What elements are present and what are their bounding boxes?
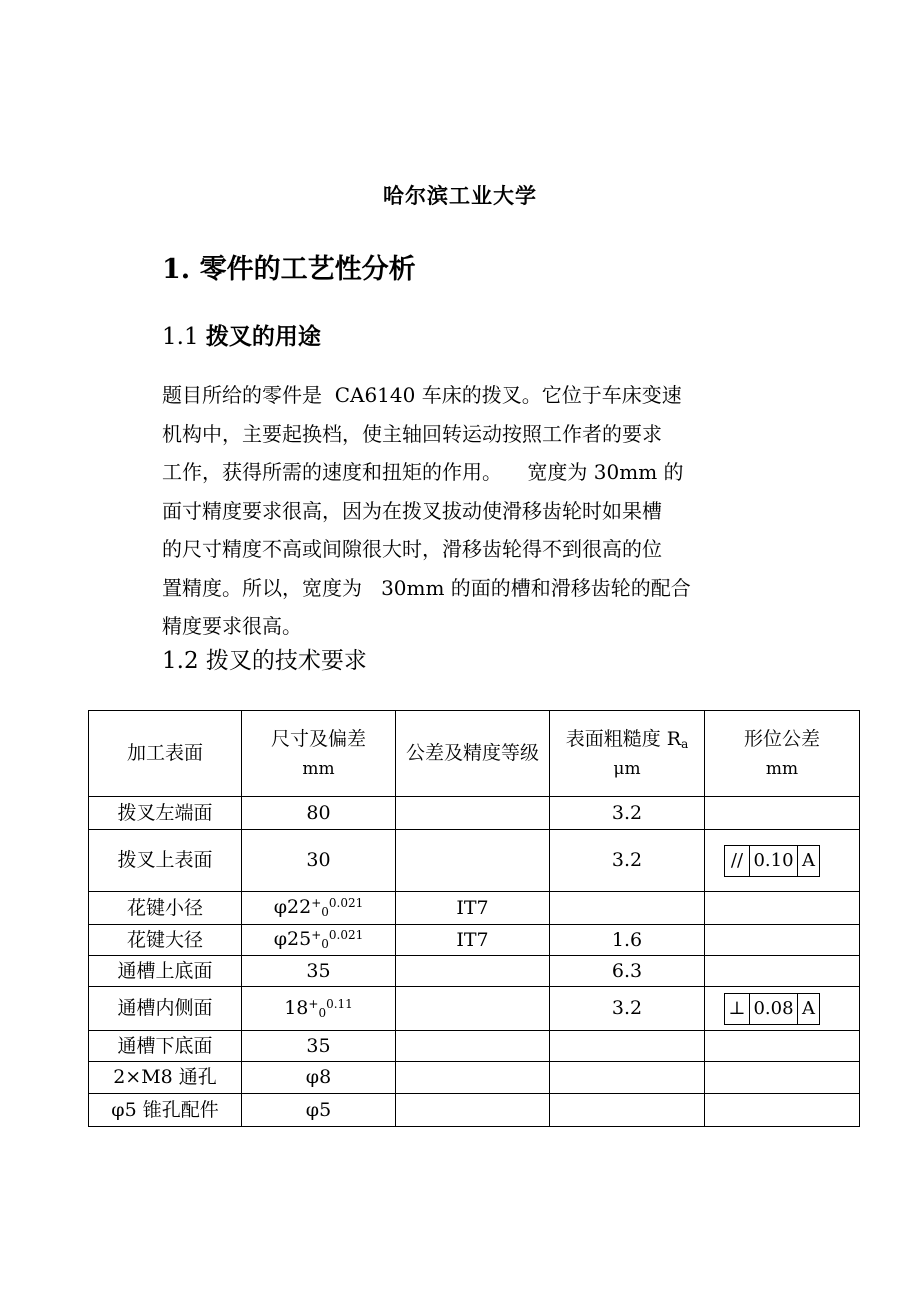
subsection-1-1-title: 拨叉的用途 <box>205 323 321 350</box>
table-row: 拨叉左端面 80 3.2 <box>89 797 860 830</box>
paragraph-line: 题目所给的零件是 CA6140 车床的拨叉。它位于车床变速 <box>162 383 682 407</box>
table-row: 2×M8 通孔 φ8 <box>89 1062 860 1094</box>
table-header-row <box>89 711 860 797</box>
paragraph-line: 置精度。所以，宽度为 30mm 的面的槽和滑移齿轮的配合 <box>162 575 691 600</box>
table-row: 花键小径 $\varphi 22^+_0^{0.021}$ IT7 <box>89 892 860 925</box>
parallelism-feature-control-frame <box>724 845 820 877</box>
tolerance-value: 0.08 <box>750 993 798 1024</box>
perpendicularity-symbol: ⊥ <box>725 993 750 1024</box>
table-row: 通槽下底面 35 <box>89 1031 860 1062</box>
section-title: 1. 零件的工艺性分析 <box>162 254 416 285</box>
technical-requirements-table <box>88 710 860 1127</box>
subsection-1-1-number: 1.1 <box>162 324 199 350</box>
header-surface: 加工表面 <box>89 711 242 797</box>
table-row: 通槽上底面 35 6.3 <box>89 956 860 987</box>
subsection-1-1 <box>162 318 321 351</box>
paragraph-line: 机构中，主要起换档，使主轴回转运动按照工作者的要求 <box>162 421 662 446</box>
toleranced-size: $18^+_0^{0.11}$ <box>242 987 396 1031</box>
table-row: 花键大径 $\varphi 25^+_0^{0.021}$ IT7 1.6 <box>89 925 860 956</box>
toleranced-size: $\varphi 25^+_0^{0.021}$ <box>242 925 396 956</box>
table-row: φ5 锥孔配件 φ5 <box>89 1094 860 1127</box>
paragraph-line: 的尺寸精度不高或间隙很大时，滑移齿轮得不到很高的位 <box>162 537 662 561</box>
perpendicularity-feature-control-frame <box>724 993 820 1025</box>
paragraph-line: 工作，获得所需的速度和扭矩的作用。 宽度为 30mm 的 <box>162 460 684 484</box>
table-row: 拨叉上表面 30 3.2 // 0.10 A <box>89 830 860 892</box>
paragraph-line: 精度要求很高。 <box>162 614 302 638</box>
header-form-tolerance: 形位公差 mm <box>705 711 860 797</box>
subsection-1-2: 1.2 拨叉的技术要求 <box>162 648 367 674</box>
toleranced-size: $\varphi 22^+_0^{0.021}$ <box>242 892 396 925</box>
university-header: 哈尔滨工业大学 <box>383 183 537 208</box>
purpose-paragraph <box>162 376 752 646</box>
paragraph-line: 面寸精度要求很高，因为在拨叉拔动使滑移齿轮时如果槽 <box>162 498 662 523</box>
parallelism-symbol: // <box>725 845 750 876</box>
header-size: 尺寸及偏差 mm <box>242 711 396 797</box>
tolerance-value: 0.10 <box>750 845 798 876</box>
table-row: 通槽内侧面 $18^+_0^{0.11}$ 3.2 ⊥ 0.08 A <box>89 987 860 1031</box>
header-roughness: 表面粗糙度 $R_a$ μm <box>550 711 705 797</box>
header-tolerance: 公差及精度等级 <box>396 711 550 797</box>
datum-letter: A <box>798 993 820 1024</box>
datum-letter: A <box>798 845 820 876</box>
